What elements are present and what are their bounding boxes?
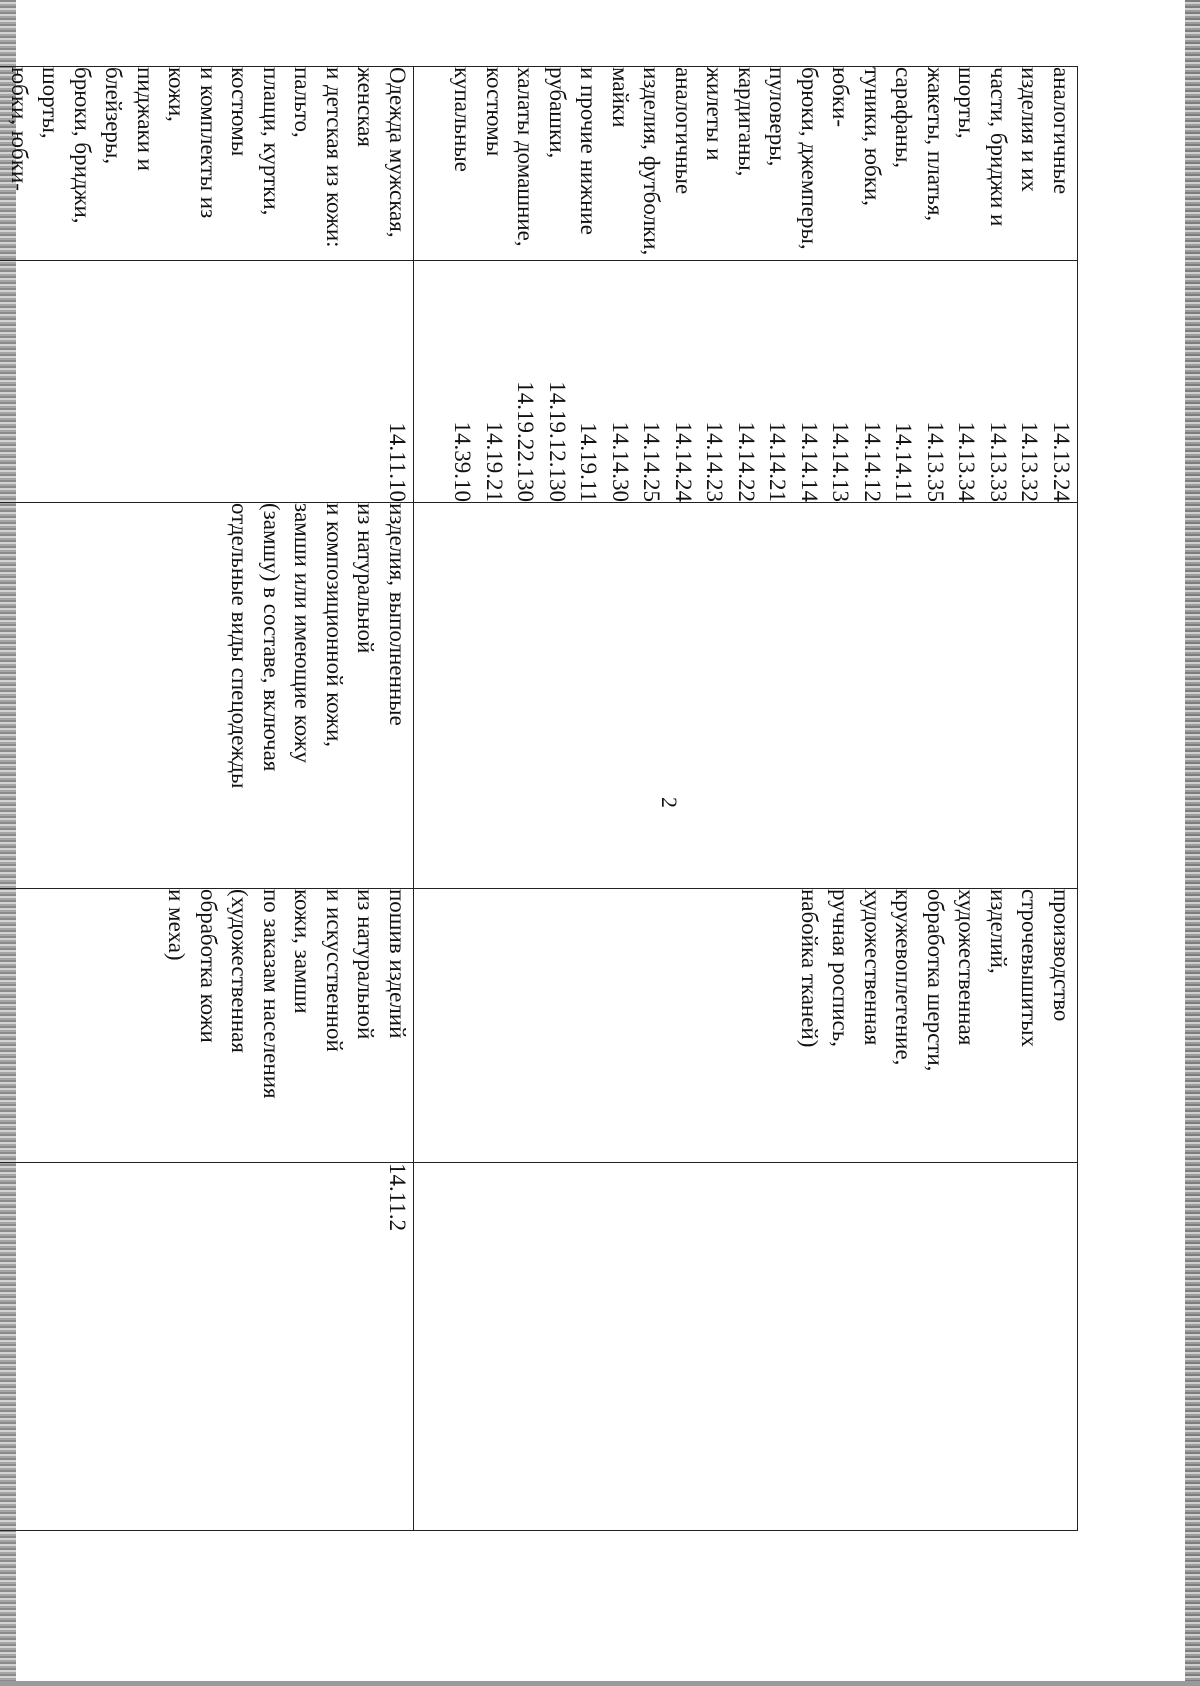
page-number: 2 xyxy=(657,797,682,808)
products-table xyxy=(0,66,1078,1531)
okpd-codes-cell: 14.11.10 xyxy=(0,261,414,503)
table-row xyxy=(414,67,1078,1531)
okved-code-cell xyxy=(414,1163,1078,1531)
rotated-document xyxy=(7,66,1078,1530)
product-name-cell: Одежда мужская, женская и детская из кожи: пальто, плащи, куртки, костюмы и комплекты из кожи, пиджаки и блейзеры, брюки, бриджи, шорты, юбки, юбки- xyxy=(0,67,414,261)
product-name-cell: аналогичные изделия и их части, бриджи и шорты, жакеты, платья, сарафаны, туники, юбки, юбки- брюки, джемперы, пуловеры, кардиганы, жилеты и аналогичные изделия, футболки, майки и прочие нижние рубашки, халаты домашние, костюмы купальные xyxy=(414,67,1078,261)
description-cell: изделия, выполненные из натуральной и композиционной кожи, замши или имеющие кожу (замшу) в составе, включая отдельные виды спецодежды xyxy=(0,503,414,889)
scan-edge-bottom xyxy=(0,1681,1200,1686)
okved-code-cell: 14.11.2 xyxy=(0,1163,414,1531)
description-cell xyxy=(414,503,1078,889)
work-type-cell: производство строчевышитых изделий, художественная обработка шерсти, кружевоплетение, художественная ручная роспись, набойка тканей) xyxy=(414,889,1078,1163)
scan-edge-right xyxy=(1185,0,1200,1686)
okpd-codes-cell: 14.13.24 14.13.32 14.13.33 14.13.34 14.13.35 14.14.11 14.14.12 14.14.13 14.14.14 14.14.21 14.14.22 14.14.23 14.14.24 14.14.25 14.14.30 14.19.11 14.19.12.130 14.19.22.130 14.19.21 14.39.10 xyxy=(414,261,1078,503)
table-row xyxy=(0,67,414,1531)
work-type-cell: пошив изделий из натуральной и искусственной кожи, замши по заказам населения (художественная обработка кожи и меха) xyxy=(0,889,414,1163)
